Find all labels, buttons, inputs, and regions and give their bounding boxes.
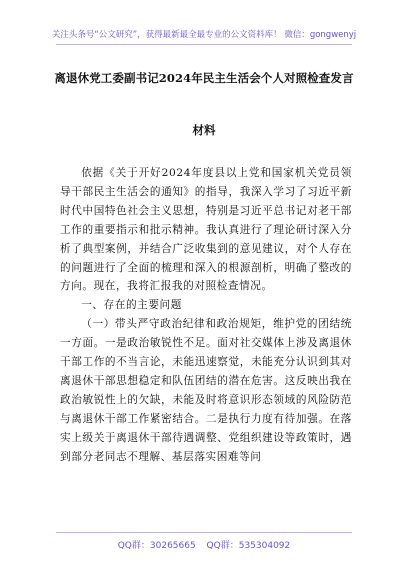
footer-contact: QQ群：30265665 QQ群：535304092 [117,541,291,551]
footer-divider [56,532,352,533]
document-body [60,164,352,467]
paragraph-section-1: （一）带头严守政治纪律和政治规矩，维护党的团结统一方面。一是政治敏锐性不足。面对社交媒体上涉及离退休干部工作的不当言论，未能迅速察觉，未能充分认识到其对离退休干部思想稳定和队伍团结的潜在危害。这反映出我在政治敏锐性上的欠缺，未能及时将意识形态领域的风险防范与离退休干部工作紧密结合。二是执行力度有待加强。在落实上级关于离退休干部待遇调整、党组织建设等政策时，遇到部分老同志不理解、基层落实困难等问 [60,318,352,463]
document-title: 离退休党工委副书记2024年民主生活会个人对照检查发言 [54,71,354,85]
section-heading: 一、存在的主要问题 [81,299,182,312]
document-title-continuation: 材料 [192,123,216,137]
header-divider [56,44,352,45]
paragraph-intro: 依据《关于开好2024年度县以上党和国家机关党员领导干部民主生活会的通知》的指导，我深入学习了习近平新时代中国特色社会主义思想，特别是习近平总书记对老干部工作的重要指示和批示精神。我认真进行了理论研讨深入分析了典型案例，并结合广泛收集到的意见建议，对个人存在的问题进行了全面的梳理和深入的根源剖析，明确了整改的方向。现在，我将汇报我的对照检查情况。 [60,167,352,293]
header-banner: 关注头条号“公文研究”，获得最新最全最专业的公文资料库！ 微信：gongwenyj [51,30,357,40]
